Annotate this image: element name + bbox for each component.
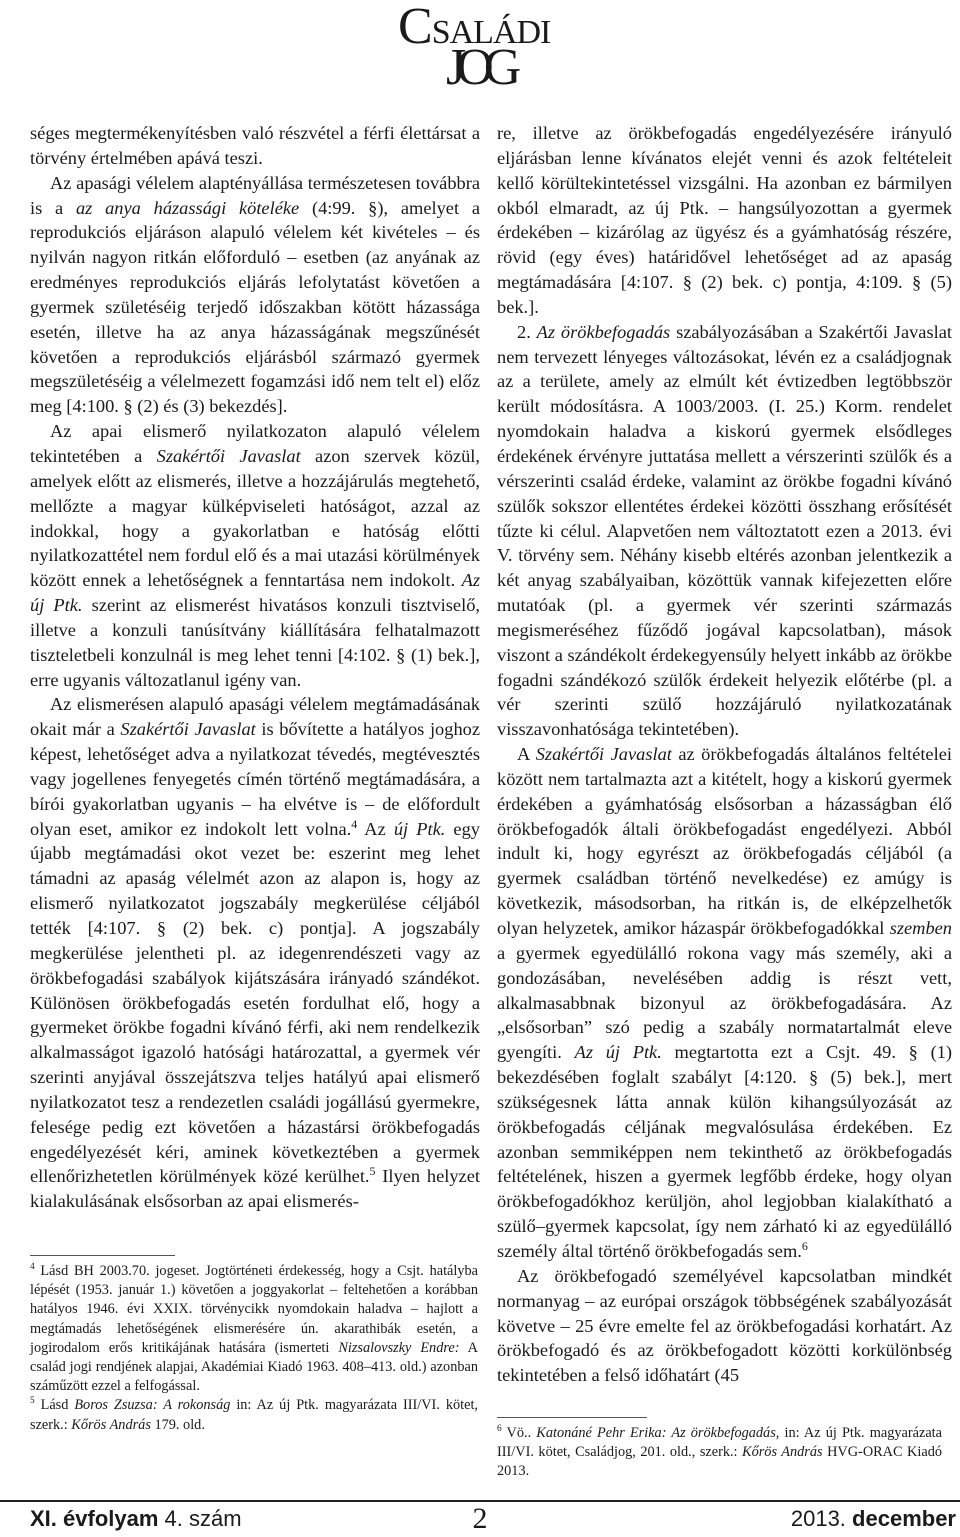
footnote-ref-5[interactable]: 5 <box>369 1164 376 1179</box>
logo-line-2: JOG <box>446 39 512 96</box>
left-paragraph-2: Az apasági vélelem alaptényállása természetesen továbbra is a az anya házassági köteléke (4:99. §), amelyet a reprodukciós eljáráson alapuló vélelem két kivételes – és nyilván nagyon ritkán előforduló – esetben (az anyának az eredményes reprodukciós eljárás lefolytatást követően a gyermek születéséig terjedő időszakban kötött házassága esetén, illetve ha az anya házasságának megszűnését követően a reprodukciós eljárásból származó gyermek megszületéséig a vélelmezett fogamzási idő nem telt el) előz meg [4:100. § (2) és (3) bekezdés]. <box>30 172 480 417</box>
left-paragraph-4: Az elismerésen alapuló apasági vélelem megtámadásának okait már a Szakértői Javaslat is bővítette a hatályos joghoz képest, lehetőséget adva a nyilatkozat tévedés, megtévesztés vagy jogellenes fenyegetés címén történő megtámadására, a bírói gyakorlatban ugyanis – ha elvétve is – de előfordult olyan eset, amikor ez indokolt lett volna.$^4$ Az új Ptk. egy újabb megtámadási okot vezet be: eszerint meg lehet támadni az apaság vélelmét azon az alapon is, hogy az elismerő nyilatkozatot jogszabály megkerülése céljából tették [4:107. § (2) bek. c) pontja]. A jogszabály megkerülése jelentheti pl. az idegenrendészeti vagy az örökbefogadási szabályok kijátszására irányadó szándékot. Különösen örökbefogadás esetén fordulhat elő, hogy a gyermeket örökbe fogadni kívánó férfi, aki nem rendelkezik alkalmasságot igazoló hatósági határozattal, a gyermek vér szerinti anyjával összejátszva teljes hatályú apai elismerő nyilatkozatot tesz a rendezetlen családi jogállású gyermekre, felesége pedig ezt követően a házastársi örökbefogadás engedélyezését kéri, aminek következtében a gyermek ellenőrizhetetlen körülmények közé kerülhet.$^5$ Ilyen helyzet kialakulásának elsősorban az apai elismerés- <box>30 694 480 1212</box>
page-number: 2 <box>472 1502 488 1535</box>
right-paragraph-4: Az örökbefogadó személyével kapcsolatban mindkét normanyag – az európai országok többségének szabályozását követve – 25 évre emelte fel az örökbefogadási korhatárt. Az örökbefogadó és az örökbefogadott közötti korkülönbség tekintetében a felső időhatárt (45 <box>497 1265 952 1386</box>
journal-logo <box>398 2 558 102</box>
left-paragraph-3: Az apai elismerő nyilatkozaton alapuló vélelem tekintetében a Szakértői Javaslat azon szervek közül, amelyek előtt az elismerés, illetve a hozzájárulás megtehető, mellőzte a magyar külképviseleti hatóságot, azzal az indokkal, hogy a gyakorlatban e hatóság előtti nyilatkozattétel nem fordul elő és a mai utazási körülmények között ennek a lehetőségnek a fenntartása nem indokolt. Az új Ptk. szerint az elismerést hivatásos konzuli tisztviselő, illetve a konzuli tanúsítvány kiállítására felhatalmazott tiszteletbeli konzulnál is meg lehet tenni [4:102. § (1) bek.], erre ugyanis változatlanul igény van. <box>30 421 480 690</box>
right-column <box>497 121 952 1388</box>
footer-date: 2013. december <box>790 1506 956 1531</box>
footnote-ref-6[interactable]: 6 <box>801 1238 808 1253</box>
footnotes-right <box>497 1424 942 1482</box>
right-paragraph-1: re, illetve az örökbefogadás engedélyezésére irányuló eljárásban lenne kívánatos elejét venni és azok feltételeit kellő körültekintetéssel vizsgálni. Ha azonban ez bármilyen okból elmaradt, az új Ptk. – hangsúlyozottan a gyermek érdekében – kizárólag az ügyész és a gyámhatóság részére, rövid (egy éves) határidővel lehetőséget ad az apaság megtámadására [4:107. § (2) bek. c) pontja, 4:109. § (5) bek.]. <box>497 123 952 317</box>
footnote-ref-4[interactable]: 4 <box>351 816 358 831</box>
footnote-divider-right <box>497 1417 647 1418</box>
right-paragraph-3: A Szakértői Javaslat az örökbefogadás általános feltételei között nem tartalmazta azt a kitételt, hogy a kiskorú gyermek érdekében a gyámhatóság elsősorban a házasságban élő örökbefogadók általi örökbefogadást engedélyezi. Abból indult ki, hogy egyrészt az örökbefogadás céljából (a gyermek családban történő nevelkedése) ez amúgy is következik, másodsorban, ha ritkán is, de elképzelhetők olyan helyzetek, amikor házaspár örökbefogadókkal szemben a gyermek egyedülálló rokona vagy más személy, aki a gondozásában, nevelésében addig is részt vett, alkalmasabbnak bizonyul az örökbefogadására. Az „elsősorban” szó pedig a szabály normatartalmát eleve gyengíti. Az új Ptk. megtartotta ezt a Csjt. 49. § (1) bekezdésében foglalt szabályt [4:120. § (5) bek.], mert szükségesnek látta annak külön kihangsúlyozását az örökbefogadás céljának megvalósulása érdekében. Ez azonban semmiképpen nem tekinthető az örökbefogadás feltételének, hiszen a gyermek legfőbb érdeke, hogy olyan örökbefogadókhoz kerüljön, ahol legjobban kialakítható a szülő–gyermek kapcsolat, így nem zárható ki az egyedülálló személy által történő örökbefogadás sem.$^6$ <box>497 744 953 1261</box>
right-paragraph-2: 2. Az örökbefogadás szabályozásában a Szakértői Javaslat nem tervezett lényeges változásokat, lévén ez a családjognak az a területe, amely az elmúlt két évtizedben legtöbbször került módosításra. A 1003/2003. (I. 25.) Korm. rendelet nyomdokain haladva a kiskorú gyermek elsődleges érdekének érvényre juttatása mellett a vérszerinti szülők és a vérszerinti család érdeke, valamint az örökbe fogadni kívánó szülők sokszor ellentétes érdekei közötti összhang erősítését tűzte ki célul. Alapvetően nem változtatott ezen a 2013. évi V. törvény sem. Néhány kisebb eltérés azonban jelentkezik a két anyag szabályaiban, közöttük vannak kifejezetten előre mutatóak (pl. a gyermek vér szerinti származás megismeréséhez fűződő jogával kapcsolatban), mások viszont a szándékolt érdekegyensúly helyett inkább az örökbe fogadni szándékozó szülők érdekeit helyezik előtérbe (pl. a vér szerinti szülő hozzájáruló nyilatkozatának visszavonhatósága tekintetében). <box>497 321 953 740</box>
footnote-4: $^4$ Lásd BH 2003.70. jogeset. Jogtörténeti érdekesség, hogy a Csjt. hatályba lépését (1953. január 1.) követően a joggyakorlat – feltehetően a korábban hatályos 1946. évi XXIX. törvénycikk nyomdokain haladva – hajlott a megtámadás lehetőségének elismerésére ún. akarathibák esetén, a jogirodalom erős kritikájának hatására (ismerteti Nizsalovszky Endre: A család jogi rendjének alapjai, Akadémiai Kiadó 1963. 408–413. old.) azonban száműzött ezzel a felfogással. <box>30 1262 478 1395</box>
footnotes-left <box>30 1262 478 1435</box>
footnote-6: $^6$ Vö.. Katonáné Pehr Erika: Az örökbefogadás, in: Az új Ptk. magyarázata III/VI. kötet, Családjog, 201. old., szerk.: Kőrös András HVG-ORAC Kiadó 2013. <box>497 1424 942 1480</box>
logo-line-1: CSALÁDI <box>398 0 551 55</box>
footnote-5: $^5$ Lásd Boros Zsuzsa: A rokonság in: Az új Ptk. magyarázata III/VI. kötet, szerk.: Kőrös András 179. old. <box>30 1396 478 1433</box>
footnote-divider-left <box>30 1255 175 1256</box>
footer-issue-info: XI. évfolyam 4. szám <box>30 1506 242 1531</box>
left-column <box>30 121 480 1214</box>
left-paragraph-1: séges megtermékenyítésben való részvétel a férfi élettársat a törvény értelmében apává teszi. <box>30 123 480 168</box>
